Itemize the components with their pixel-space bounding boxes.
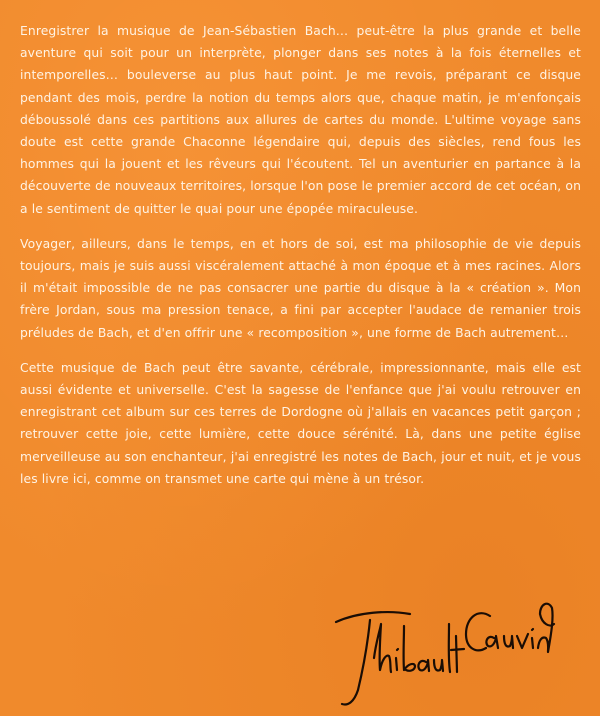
paragraph-1: Enregistrer la musique de Jean-Sébastien Bach… peut-être la plus grande et belle aventure qui soit pour un interprète, plonger dans ses notes à la fois éternelles et intemporelles… bouleverse au plus haut point. Je me revois, préparant ce disque pendant des mois, perdre la notion du temps alors que, chaque matin, je m'enfonçais déboussolé dans ces partitions aux allures de cartes du monde. L'ultime voyage sans doute est cette grande Chaconne légendaire qui, depuis des siècles, rend fous les hommes qui la jouent et les rêveurs qui l'écoutent. Tel un aventurier en partance à la découverte de nouveaux territoires, lorsque l'on pose le premier accord de cet océan, on a le sentiment de quitter le quai pour une épopée miraculeuse. <box>20 24 581 216</box>
paragraph-3: Cette musique de Bach peut être savante, cérébrale, impressionnante, mais elle est aussi évidente et universelle. C'est la sagesse de l'enfance que j'ai voulu retrouver en enregistrant cet album sur ces terres de Dordogne où j'allais en vacances petit garçon ; retrouver cette joie, cette lumière, cette douce sérénité. Là, dans une petite église merveilleuse au son enchanteur, j'ai enregistré les notes de Bach, jour et nuit, et je vous les livre ici, comme on transmet une carte qui mène à un trésor. <box>20 360 581 486</box>
liner-notes-text <box>20 20 581 490</box>
paragraph-2: Voyager, ailleurs, dans le temps, en et hors de soi, est ma philosophie de vie depuis toujours, mais je suis aussi viscéralement attaché à mon époque et à mes racines. Alors il m'était impossible de ne pas consacrer une partie du disque à la « création ». Mon frère Jordan, sous ma pression tenace, a fini par accepter l'audace de remanier trois préludes de Bach, et d'en offrir une « recomposition », une forme de Bach autrement… <box>20 236 581 340</box>
handwritten-signature <box>318 580 558 710</box>
